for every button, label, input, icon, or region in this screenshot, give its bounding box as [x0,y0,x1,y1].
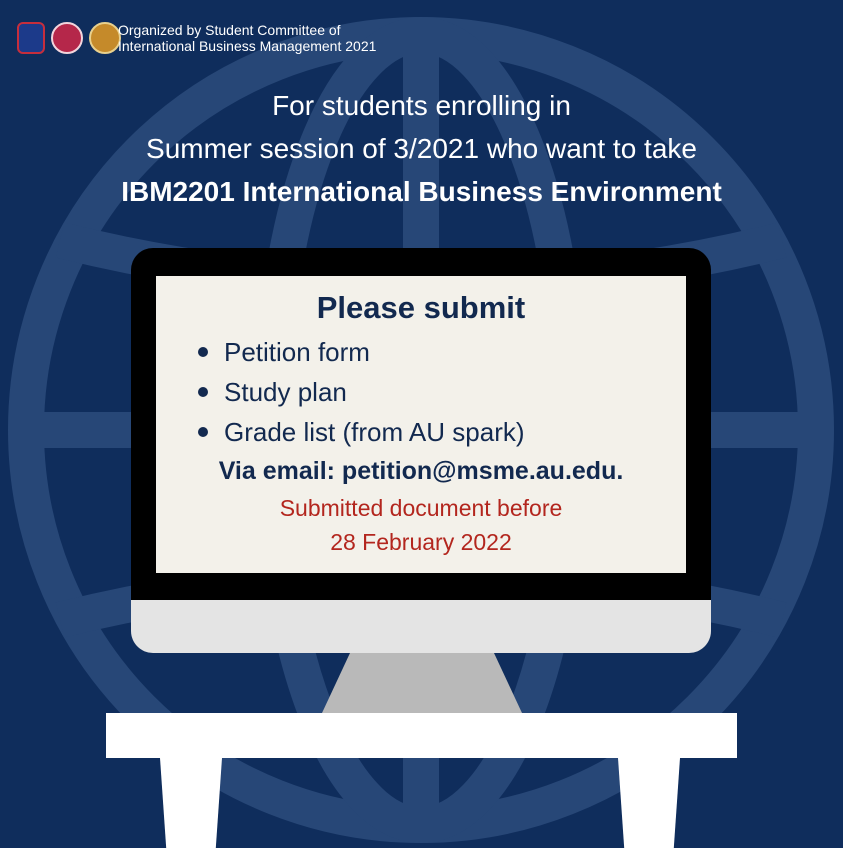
heading-line-2: Summer session of 3/2021 who want to take [146,133,697,164]
deadline-text [156,491,686,559]
university-seal-icon [89,22,121,54]
monitor-chin [131,600,711,653]
bullet-icon [198,347,208,357]
awsc-logo-icon [51,22,83,54]
desk-leg-right [618,758,680,848]
list-item-label: Study plan [224,377,347,407]
list-item [198,372,525,412]
ibm-logo-icon [17,22,45,54]
deadline-line-1: Submitted document before [279,495,563,521]
list-item-label: Petition form [224,337,370,367]
announcement-heading [0,84,843,213]
bullet-icon [198,427,208,437]
organizer-line-2: International Business Management 2021 [118,38,377,54]
bullet-icon [198,387,208,397]
desk-leg-left [160,758,222,848]
list-item [198,332,525,372]
list-item-label: Grade list (from AU spark) [224,417,525,447]
deadline-line-2: 28 February 2022 [330,529,512,555]
email-instruction: Via email: petition@msme.au.edu. [218,457,624,485]
screen-title: Please submit [316,290,526,325]
heading-line-1: For students enrolling in [272,90,571,121]
organizer-line-1: Organized by Student Committee of [118,22,341,38]
desk-top [106,713,737,758]
submit-list [198,332,525,452]
heading-course-title: IBM2201 International Business Environment [121,176,722,207]
list-item [198,412,525,452]
organizer-text [118,22,376,54]
organizer-logos [17,22,121,54]
monitor-stand [322,653,522,713]
